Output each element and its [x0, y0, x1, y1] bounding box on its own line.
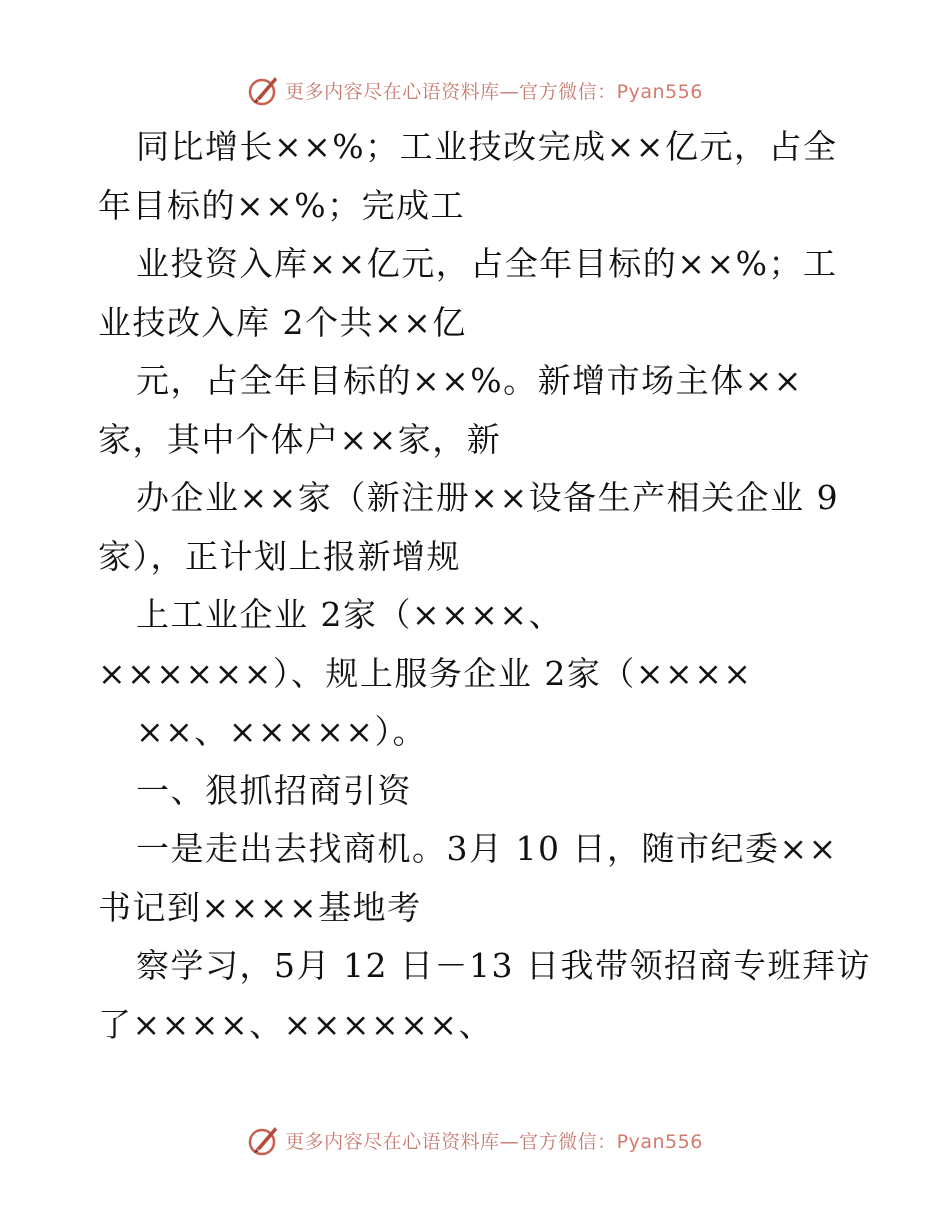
paragraph-line: 察学习，5月 12 日－13 日我带领招商专班拜访 — [136, 946, 871, 985]
quill-pen-logo-icon — [247, 73, 281, 107]
paragraph-line: 业技改入库 2个共××亿 — [98, 302, 467, 342]
paragraph-line: 书记到××××基地考 — [98, 887, 422, 927]
watermark-text: 更多内容尽在心语资料库—官方微信：Pyan556 — [285, 80, 703, 103]
paragraph-line: 业投资入库××亿元，占全年目标的××%；工 — [136, 244, 838, 283]
paragraph-line: 上工业企业 2家（××××、 — [136, 595, 564, 634]
wechat-id: Pyan556 — [616, 1130, 703, 1153]
quill-pen-logo-icon — [247, 1123, 281, 1157]
paragraph-line: 家），正计划上报新增规 — [98, 536, 461, 576]
paragraph-line: 元，占全年目标的××%。新增市场主体×× — [136, 361, 803, 400]
paragraph-line: 家，其中个体户××家，新 — [98, 419, 502, 459]
watermark-text: 更多内容尽在心语资料库—官方微信：Pyan556 — [285, 1130, 703, 1153]
wechat-id: Pyan556 — [616, 80, 703, 103]
footer-watermark-banner — [0, 1120, 950, 1160]
paragraph-line: 同比增长××%；工业技改完成××亿元，占全 — [136, 127, 838, 166]
paragraph-line: 一、狠抓招商引资 — [136, 770, 412, 810]
paragraph-line: ××、×××××）。 — [136, 712, 428, 751]
paragraph-line: 一是走出去找商机。3月 10 日，随市纪委×× — [136, 829, 838, 868]
paragraph-line: ××××××）、规上服务企业 2家（×××× — [98, 653, 753, 693]
paragraph-line: 了××××、××××××、 — [98, 1004, 494, 1044]
header-watermark-banner — [0, 70, 950, 110]
paragraph-line: 办企业××家（新注册××设备生产相关企业 9 — [136, 478, 840, 517]
document-body — [98, 118, 871, 1054]
paragraph-line: 年目标的××%；完成工 — [98, 185, 466, 225]
